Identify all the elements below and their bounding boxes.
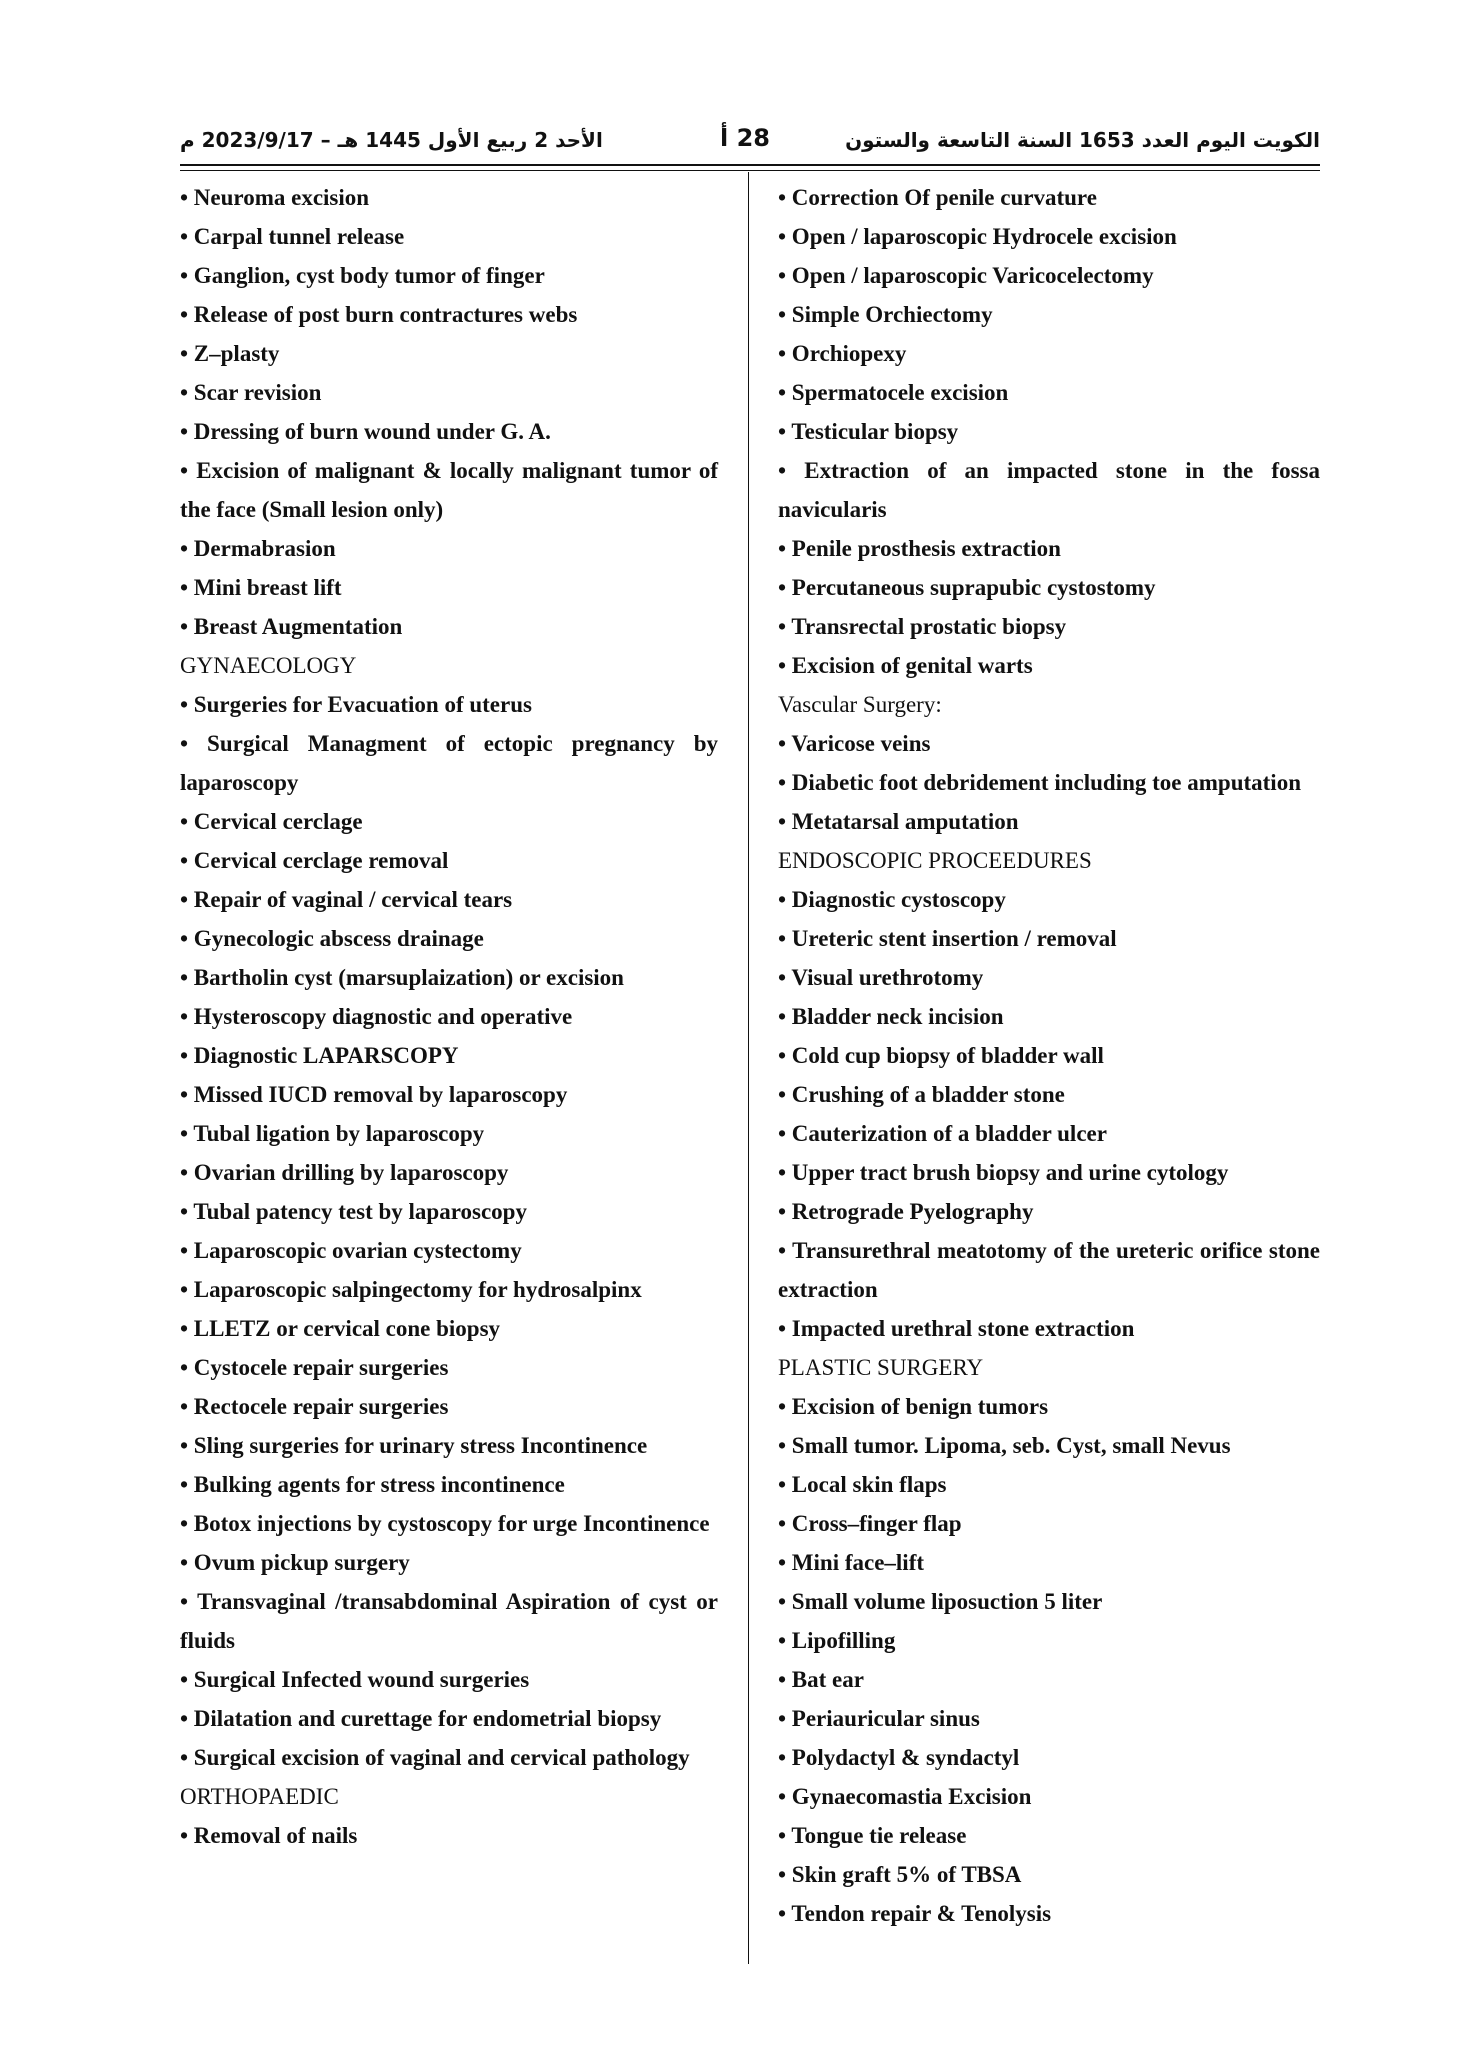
list-item: • Tubal patency test by laparoscopy — [180, 1199, 527, 1224]
list-item: • Percutaneous suprapubic cystostomy — [778, 575, 1156, 600]
list-item: • Surgical Managment of ectopic pregnancy by laparoscopy — [180, 731, 718, 795]
column-divider — [748, 172, 749, 1964]
list-item: • Laparoscopic salpingectomy for hydrosalpinx — [180, 1277, 642, 1302]
list-item: • Transvaginal /transabdominal Aspiration of cyst or fluids — [180, 1589, 718, 1653]
header-rule-thick — [180, 164, 1320, 166]
list-item: • Varicose veins — [778, 731, 931, 756]
list-item: • Excision of benign tumors — [778, 1394, 1049, 1419]
list-item: • Retrograde Pyelography — [778, 1199, 1034, 1224]
section-heading: ENDOSCOPIC PROCEEDURES — [778, 848, 1092, 873]
list-item: • Neuroma excision — [180, 185, 370, 210]
list-item: • Tendon repair & Tenolysis — [778, 1901, 1052, 1926]
gazette-date: الأحد 2 ربيع الأول 1445 هـ – 2023/9/17 م — [180, 128, 603, 152]
list-item: • Simple Orchiectomy — [778, 302, 993, 327]
list-item: • Surgical excision of vaginal and cervical pathology — [180, 1745, 690, 1770]
list-item: • Periauricular sinus — [778, 1706, 980, 1731]
right-column — [778, 178, 1320, 1933]
left-column — [180, 178, 718, 1855]
list-item: • Scar revision — [180, 380, 322, 405]
list-item: • Local skin flaps — [778, 1472, 947, 1497]
list-item: • Carpal tunnel release — [180, 224, 405, 249]
list-item: • Small volume liposuction 5 liter — [778, 1589, 1103, 1614]
list-item: • Breast Augmentation — [180, 614, 403, 639]
list-item: • Surgical Infected wound surgeries — [180, 1667, 530, 1692]
list-item: • Ovarian drilling by laparoscopy — [180, 1160, 509, 1185]
list-item: • Rectocele repair surgeries — [180, 1394, 449, 1419]
list-item: • Diabetic foot debridement including toe amputation — [778, 770, 1301, 795]
list-item: • Skin graft 5% of TBSA — [778, 1862, 1022, 1887]
list-item: • Diagnostic LAPARSCOPY — [180, 1043, 459, 1068]
list-item: • Dermabrasion — [180, 536, 336, 561]
list-item: • Mini breast lift — [180, 575, 342, 600]
list-item: • Bat ear — [778, 1667, 864, 1692]
list-item: • Z–plasty — [180, 341, 280, 366]
list-item: • Botox injections by cystoscopy for urge Incontinence — [180, 1511, 710, 1536]
list-item: • Cold cup biopsy of bladder wall — [778, 1043, 1104, 1068]
list-item: • Dressing of burn wound under G. A. — [180, 419, 551, 444]
list-item: • Open / laparoscopic Varicocelectomy — [778, 263, 1154, 288]
list-item: • Bulking agents for stress incontinence — [180, 1472, 565, 1497]
section-heading: PLASTIC SURGERY — [778, 1355, 984, 1380]
list-item: • Cervical cerclage — [180, 809, 363, 834]
list-item: • Dilatation and curettage for endometrial biopsy — [180, 1706, 662, 1731]
list-item: • Orchiopexy — [778, 341, 907, 366]
list-item: • Diagnostic cystoscopy — [778, 887, 1006, 912]
list-item: • Repair of vaginal / cervical tears — [180, 887, 513, 912]
list-item: • Bladder neck incision — [778, 1004, 1004, 1029]
header-rule-thin — [180, 170, 1320, 171]
list-item: • Correction Of penile curvature — [778, 185, 1097, 210]
gazette-issue-info: الكويت اليوم العدد 1653 السنة التاسعة والستون — [845, 128, 1320, 152]
list-item: • Ganglion, cyst body tumor of finger — [180, 263, 545, 288]
list-item: • Upper tract brush biopsy and urine cytology — [778, 1160, 1229, 1185]
list-item: • LLETZ or cervical cone biopsy — [180, 1316, 501, 1341]
list-item: • Cervical cerclage removal — [180, 848, 449, 873]
list-item: • Tongue tie release — [778, 1823, 967, 1848]
list-item: • Transrectal prostatic biopsy — [778, 614, 1067, 639]
list-item: • Testicular biopsy — [778, 419, 959, 444]
list-item: • Extraction of an impacted stone in the fossa navicularis — [778, 458, 1320, 522]
list-item: • Removal of nails — [180, 1823, 358, 1848]
list-item: • Cross–finger flap — [778, 1511, 962, 1536]
list-item: • Impacted urethral stone extraction — [778, 1316, 1135, 1341]
page-header — [180, 118, 1320, 164]
list-item: • Spermatocele excision — [778, 380, 1009, 405]
list-item: • Small tumor. Lipoma, seb. Cyst, small Nevus — [778, 1433, 1231, 1458]
list-item: • Laparoscopic ovarian cystectomy — [180, 1238, 522, 1263]
section-heading: Vascular Surgery: — [778, 692, 942, 717]
list-item: • Metatarsal amputation — [778, 809, 1019, 834]
list-item: • Excision of genital warts — [778, 653, 1033, 678]
list-item: • Bartholin cyst (marsuplaization) or excision — [180, 965, 624, 990]
section-heading: GYNAECOLOGY — [180, 653, 357, 678]
page-number: 28 أ — [720, 124, 770, 152]
list-item: • Penile prosthesis extraction — [778, 536, 1061, 561]
list-item: • Polydactyl & syndactyl — [778, 1745, 1020, 1770]
list-item: • Surgeries for Evacuation of uterus — [180, 692, 532, 717]
list-item: • Transurethral meatotomy of the ureteric orifice stone extraction — [778, 1238, 1320, 1302]
list-item: • Open / laparoscopic Hydrocele excision — [778, 224, 1177, 249]
list-item: • Hysteroscopy diagnostic and operative — [180, 1004, 573, 1029]
list-item: • Ureteric stent insertion / removal — [778, 926, 1117, 951]
list-item: • Lipofilling — [778, 1628, 896, 1653]
list-item: • Crushing of a bladder stone — [778, 1082, 1065, 1107]
list-item: • Sling surgeries for urinary stress Incontinence — [180, 1433, 648, 1458]
list-item: • Visual urethrotomy — [778, 965, 984, 990]
list-item: • Tubal ligation by laparoscopy — [180, 1121, 485, 1146]
list-item: • Gynaecomastia Excision — [778, 1784, 1032, 1809]
list-item: • Missed IUCD removal by laparoscopy — [180, 1082, 568, 1107]
list-item: • Mini face–lift — [778, 1550, 925, 1575]
list-item: • Release of post burn contractures webs — [180, 302, 578, 327]
list-item: • Gynecologic abscess drainage — [180, 926, 484, 951]
section-heading: ORTHOPAEDIC — [180, 1784, 339, 1809]
list-item: • Cystocele repair surgeries — [180, 1355, 449, 1380]
list-item: • Ovum pickup surgery — [180, 1550, 410, 1575]
list-item: • Excision of malignant & locally malignant tumor of the face (Small lesion only) — [180, 458, 718, 522]
list-item: • Cauterization of a bladder ulcer — [778, 1121, 1107, 1146]
